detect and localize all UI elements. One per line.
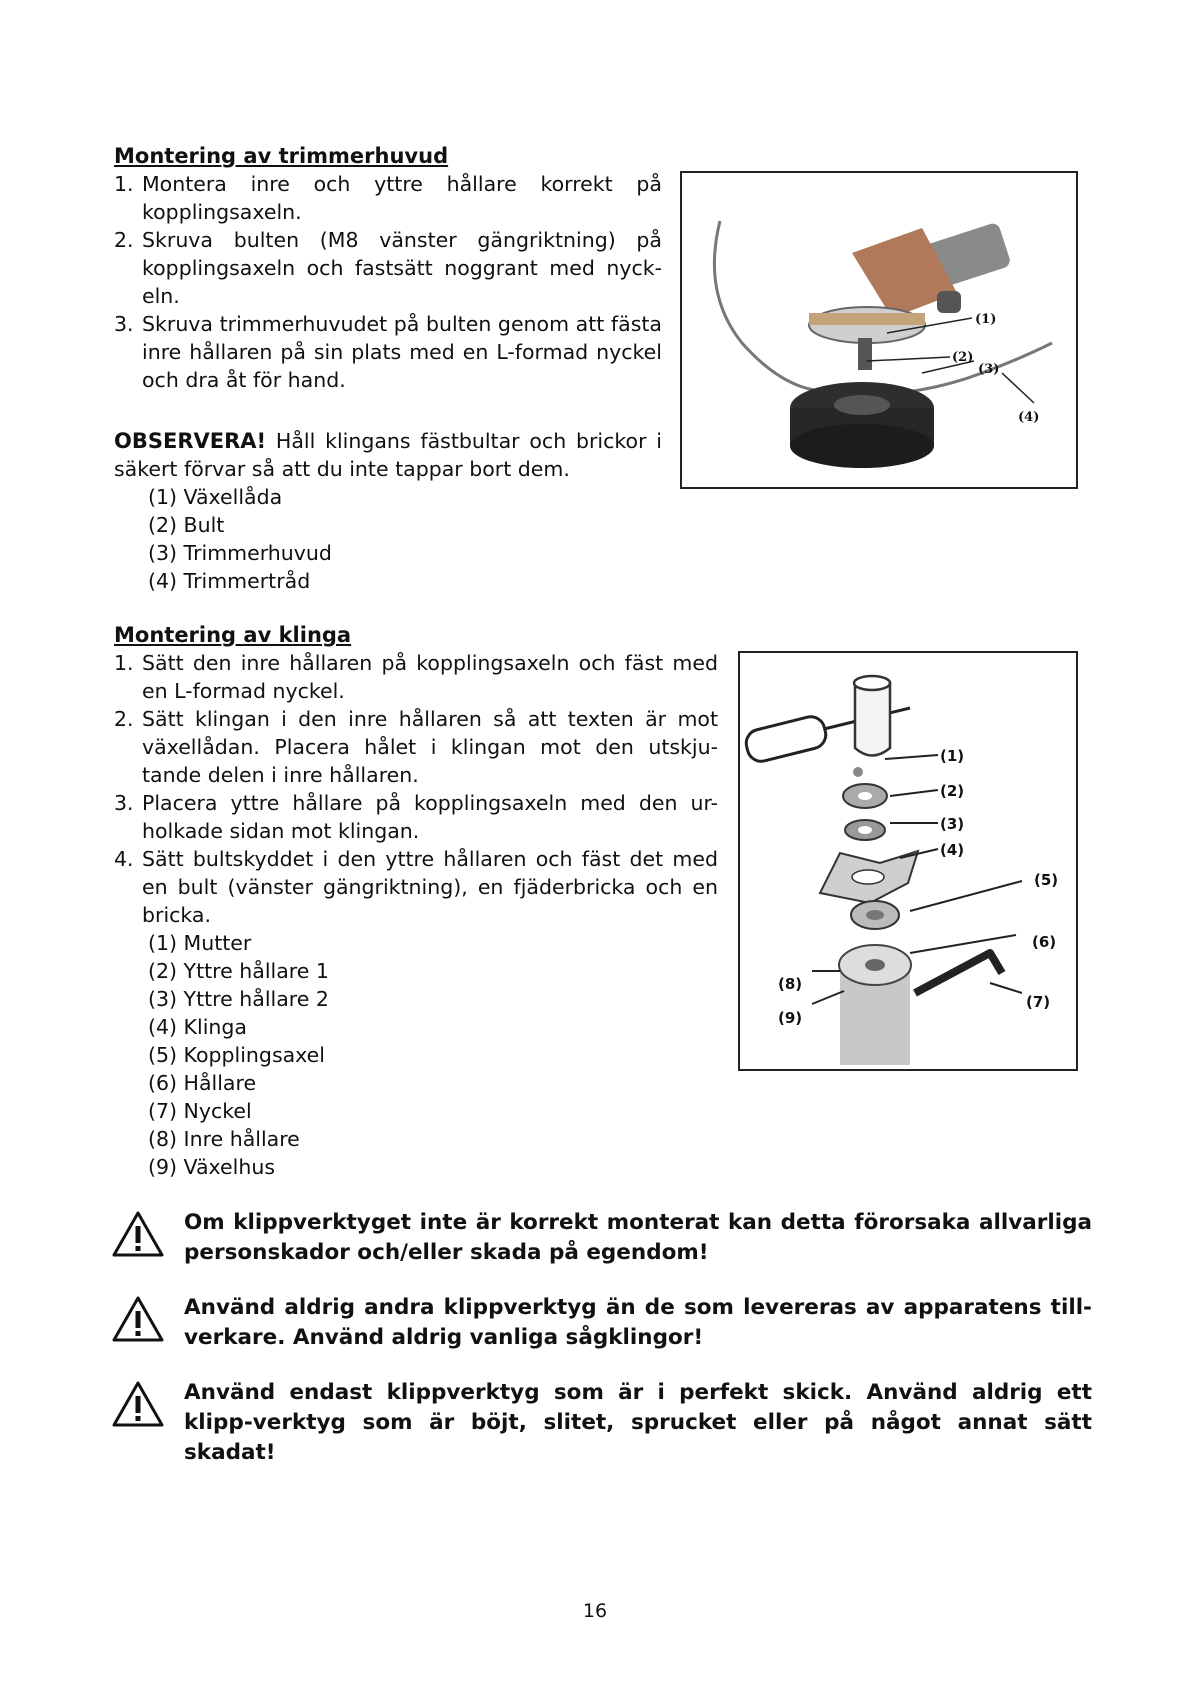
outer-holder-2-hole — [858, 826, 872, 834]
callout-4: (4) — [1018, 410, 1040, 425]
section2-legend — [148, 929, 329, 1181]
socket — [855, 683, 890, 756]
outer-holder-1-hole — [858, 792, 872, 800]
legend-item: (4) Trimmertråd — [148, 569, 311, 593]
list-item: 1. Sätt den inre hållaren på kopplingsaxeln och fäst med en L-formad nyckel. — [114, 651, 718, 703]
nut — [853, 767, 863, 777]
leader-line — [910, 935, 1016, 953]
leader-line — [812, 991, 844, 1004]
leader-line — [867, 357, 950, 361]
warning-3 — [112, 1378, 1092, 1465]
leader-line — [885, 755, 938, 759]
leader-line — [990, 983, 1022, 993]
callout-2: (2) — [940, 782, 965, 800]
callout-4: (4) — [940, 841, 965, 859]
trimmer-head-hub — [834, 395, 890, 415]
section1-legend — [148, 483, 332, 595]
list-item: 2. Sätt klingan i den inre hållaren så att texten är mot växellådan. Placera hålet i klingan mot den utskju-tande delen i inre hållaren. — [114, 707, 718, 787]
leader-line — [1002, 373, 1034, 403]
section2-heading: Montering av klinga — [114, 623, 352, 647]
blade-assembly-illustration — [740, 653, 1076, 1069]
legend-item: (9) Växelhus — [148, 1155, 276, 1179]
legend-item: (2) Bult — [148, 513, 225, 537]
warning-triangle-icon — [112, 1295, 164, 1343]
section2-steps — [114, 649, 718, 929]
legend-item: (1) Mutter — [148, 931, 252, 955]
bolt — [858, 338, 872, 370]
trimmer-head-figure — [680, 171, 1078, 489]
section1-steps — [114, 170, 662, 394]
observera-text: Håll klingans fästbultar och brickor i säkert förvar så att du inte tappar bort dem. — [114, 429, 662, 481]
legend-item: (1) Växellåda — [148, 485, 283, 509]
observera-note — [114, 427, 662, 483]
leader-line — [890, 790, 938, 796]
legend-item: (8) Inre hållare — [148, 1127, 300, 1151]
legend-item: (3) Yttre hållare 2 — [148, 987, 329, 1011]
callout-6: (6) — [1032, 933, 1057, 951]
callout-9: (9) — [778, 1009, 803, 1027]
callout-7: (7) — [1026, 993, 1051, 1011]
callout-1: (1) — [975, 312, 997, 327]
page-number: 16 — [582, 1600, 608, 1622]
socket-top — [854, 676, 890, 690]
tool-handle — [743, 714, 828, 764]
legend-item: (2) Yttre hållare 1 — [148, 959, 329, 983]
legend-item: (3) Trimmerhuvud — [148, 541, 332, 565]
warning-text: Använd aldrig andra klippverktyg än de som levereras av apparatens till-verkare. Använd aldrig vanliga sågklingor! — [184, 1295, 1092, 1350]
list-item: 2. Skruva bulten (M8 vänster gängriktning) på kopplingsaxeln och fastsätt noggrant med nyck-eln. — [114, 228, 662, 308]
holder-center — [866, 910, 884, 920]
gearbox-flange-band — [809, 313, 925, 325]
callout-1: (1) — [940, 747, 965, 765]
list-item: 4. Sätt bultskyddet i den yttre hållaren och fäst det med en bult (vänster gängriktning), en fjäderbricka och en bricka. — [114, 847, 718, 927]
inner-holder-shaft — [865, 959, 885, 971]
legend-item: (4) Klinga — [148, 1015, 247, 1039]
trimmer-head-illustration — [682, 173, 1076, 487]
observera-label: OBSERVERA! — [114, 429, 267, 453]
legend-item: (7) Nyckel — [148, 1099, 252, 1123]
warning-1 — [112, 1208, 1092, 1270]
callout-3: (3) — [978, 362, 1000, 377]
callout-8: (8) — [778, 975, 803, 993]
callout-2: (2) — [952, 350, 974, 365]
list-item: 1. Montera inre och yttre hållare korrekt på kopplingsaxeln. — [114, 172, 662, 224]
blade-assembly-figure — [738, 651, 1078, 1071]
list-item: 3. Skruva trimmerhuvudet på bulten genom att fästa inre hållaren på sin plats med en L-formad nyckel och dra åt för hand. — [114, 312, 662, 392]
l-key — [915, 953, 1002, 993]
section1-heading: Montering av trimmerhuvud — [114, 144, 449, 168]
callout-3: (3) — [940, 815, 965, 833]
warning-text: Om klippverktyget inte är korrekt monterat kan detta förorsaka allvarliga personskador och/eller skada på egendom! — [184, 1210, 1092, 1265]
callout-5: (5) — [1034, 871, 1059, 889]
legend-item: (5) Kopplingsaxel — [148, 1043, 325, 1067]
trimmer-head-bottom — [790, 424, 934, 468]
warning-triangle-icon — [112, 1210, 164, 1258]
blade-hole — [852, 870, 884, 884]
warning-2 — [112, 1293, 1092, 1355]
legend-item: (6) Hållare — [148, 1071, 257, 1095]
gearbox-knob — [937, 291, 961, 313]
warning-text: Använd endast klippverktyg som är i perfekt skick. Använd aldrig ett klipp-verktyg som är böjt, slitet, sprucket eller på något annat sätt skadat! — [184, 1380, 1092, 1465]
warning-triangle-icon — [112, 1380, 164, 1428]
leader-line — [910, 881, 1022, 911]
list-item: 3. Placera yttre hållare på kopplingsaxeln med den ur-holkade sidan mot klingan. — [114, 791, 718, 843]
